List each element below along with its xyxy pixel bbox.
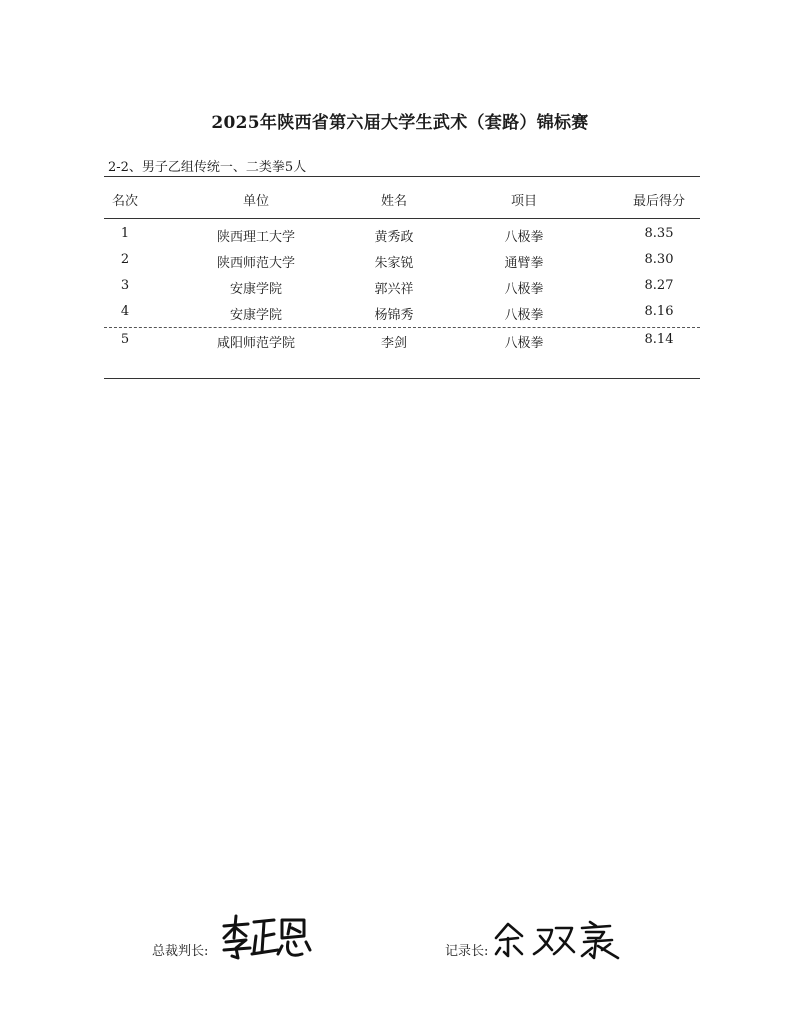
header-score: 最后得分	[632, 194, 685, 209]
table-bottom-rule	[104, 378, 700, 379]
table-header-rule	[104, 218, 700, 219]
unit-cell: 咸阳师范学院	[216, 336, 295, 351]
header-name: 姓名	[380, 194, 407, 209]
event-cell: 通臂拳	[504, 256, 544, 271]
unit-cell: 陕西理工大学	[216, 230, 295, 245]
rank-cell: 5	[120, 332, 130, 347]
table-row	[104, 278, 700, 298]
header-rank: 名次	[111, 194, 138, 209]
table-row	[104, 252, 700, 272]
name-cell: 杨锦秀	[374, 308, 414, 323]
rank-cell: 3	[120, 278, 130, 293]
rank-cell: 2	[120, 252, 130, 267]
score-cell: 8.27	[644, 278, 674, 293]
table-top-rule	[104, 176, 700, 177]
event-cell: 八极拳	[504, 336, 544, 351]
rank-cell: 4	[120, 304, 130, 319]
event-cell: 八极拳	[504, 308, 544, 323]
event-cell: 八极拳	[504, 230, 544, 245]
cutoff-dashed-rule	[104, 327, 700, 328]
table-row	[104, 332, 700, 352]
header-unit: 单位	[242, 194, 269, 209]
unit-cell: 安康学院	[229, 282, 282, 297]
name-cell: 郭兴祥	[374, 282, 414, 297]
table-row	[104, 226, 700, 246]
score-cell: 8.30	[644, 252, 674, 267]
recorder-signature	[492, 918, 624, 962]
chief-referee-label: 总裁判长:	[152, 944, 209, 959]
event-cell: 八极拳	[504, 282, 544, 297]
rank-cell: 1	[120, 226, 130, 241]
header-event: 项目	[510, 194, 537, 209]
name-cell: 李剑	[380, 336, 407, 351]
unit-cell: 陕西师范大学	[216, 256, 295, 271]
name-cell: 朱家锐	[374, 256, 414, 271]
score-cell: 8.35	[644, 226, 674, 241]
name-cell: 黄秀政	[374, 230, 414, 245]
chief-referee-signature	[218, 912, 314, 962]
table-header-row	[104, 190, 700, 210]
document-title: 2025年陕西省第六届大学生武术（套路）锦标赛	[211, 113, 589, 133]
event-subtitle: 2-2、男子乙组传统一、二类拳5人	[108, 160, 307, 175]
table-row	[104, 304, 700, 324]
score-cell: 8.14	[644, 332, 674, 347]
unit-cell: 安康学院	[229, 308, 282, 323]
score-cell: 8.16	[644, 304, 674, 319]
recorder-label: 记录长:	[445, 944, 489, 959]
